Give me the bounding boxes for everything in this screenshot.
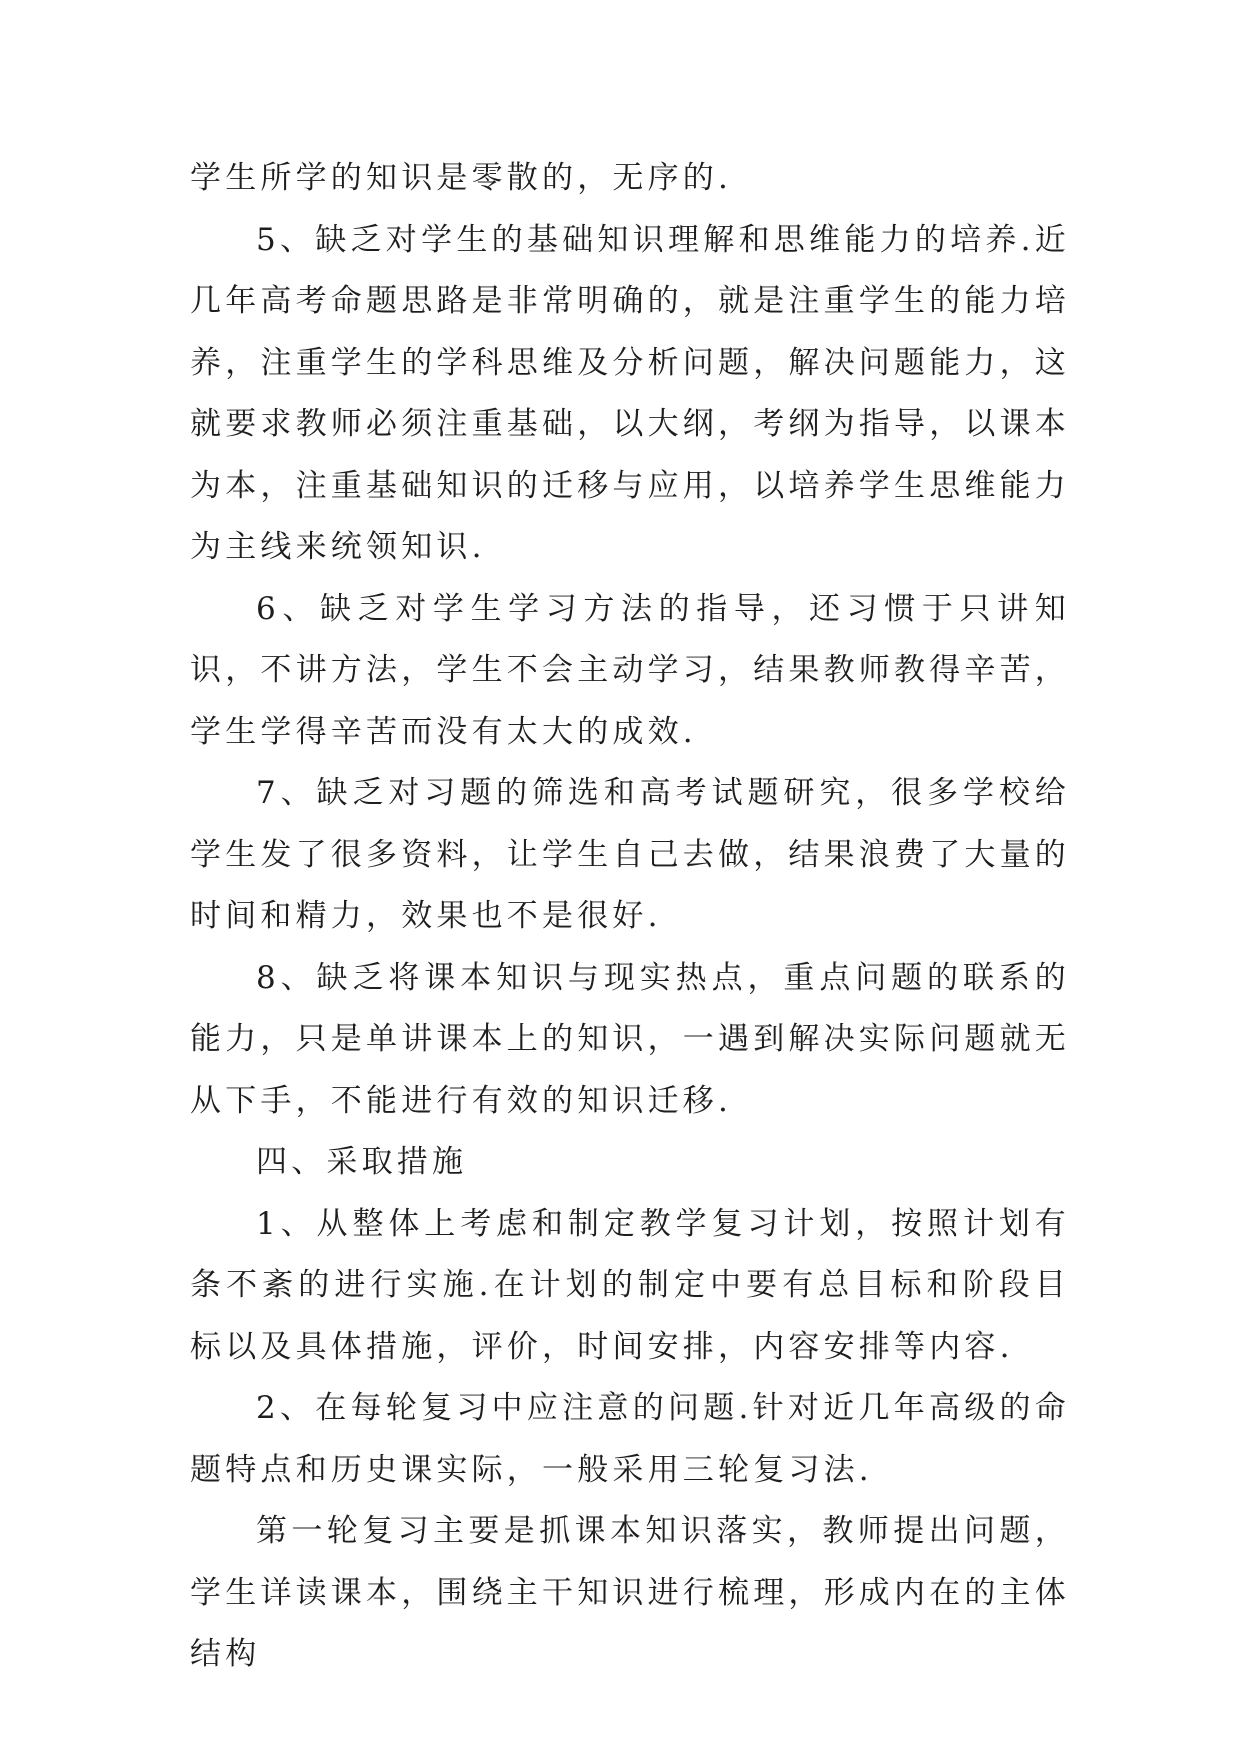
section-heading: 四、采取措施 <box>256 1144 468 1180</box>
paragraph-item-5: 5、缺乏对学生的基础知识理解和思维能力的培养.近几年高考命题思路是非常明确的，就是注重学生的能力培养，注重学生的学科思维及分析问题，解决问题能力，这就要求教师必须注重基础，以大纲，考纲为指导，以课本为本，注重基础知识的迁移与应用，以培养学生思维能力为主线来统领知识. <box>190 221 1070 565</box>
paragraph-item-8: 8、缺乏将课本知识与现实热点，重点问题的联系的能力，只是单讲课本上的知识，一遇到解决实际问题就无从下手，不能进行有效的知识迁移. <box>190 959 1070 1119</box>
document-body <box>190 148 1070 1686</box>
paragraph-item-6: 6、缺乏对学生学习方法的指导，还习惯于只讲知识，不讲方法，学生不会主动学习，结果教师教得辛苦，学生学得辛苦而没有太大的成效. <box>190 590 1070 750</box>
paragraph-item-7: 7、缺乏对习题的筛选和高考试题研究，很多学校给学生发了很多资料，让学生自己去做，结果浪费了大量的时间和精力，效果也不是很好. <box>190 775 1070 934</box>
paragraph-measure-2: 2、在每轮复习中应注意的问题.针对近几年高级的命题特点和历史课实际，一般采用三轮复习法. <box>190 1390 1070 1488</box>
paragraph-continuation: 学生所学的知识是零散的，无序的. <box>190 160 733 196</box>
paragraph-measure-1: 1、从整体上考虑和制定教学复习计划，按照计划有条不紊的进行实施.在计划的制定中要有总目标和阶段目标以及具体措施，评价，时间安排，内容安排等内容. <box>190 1205 1070 1365</box>
paragraph-first-round: 第一轮复习主要是抓课本知识落实，教师提出问题，学生详读课本，围绕主干知识进行梳理，形成内在的主体结构 <box>190 1513 1070 1672</box>
